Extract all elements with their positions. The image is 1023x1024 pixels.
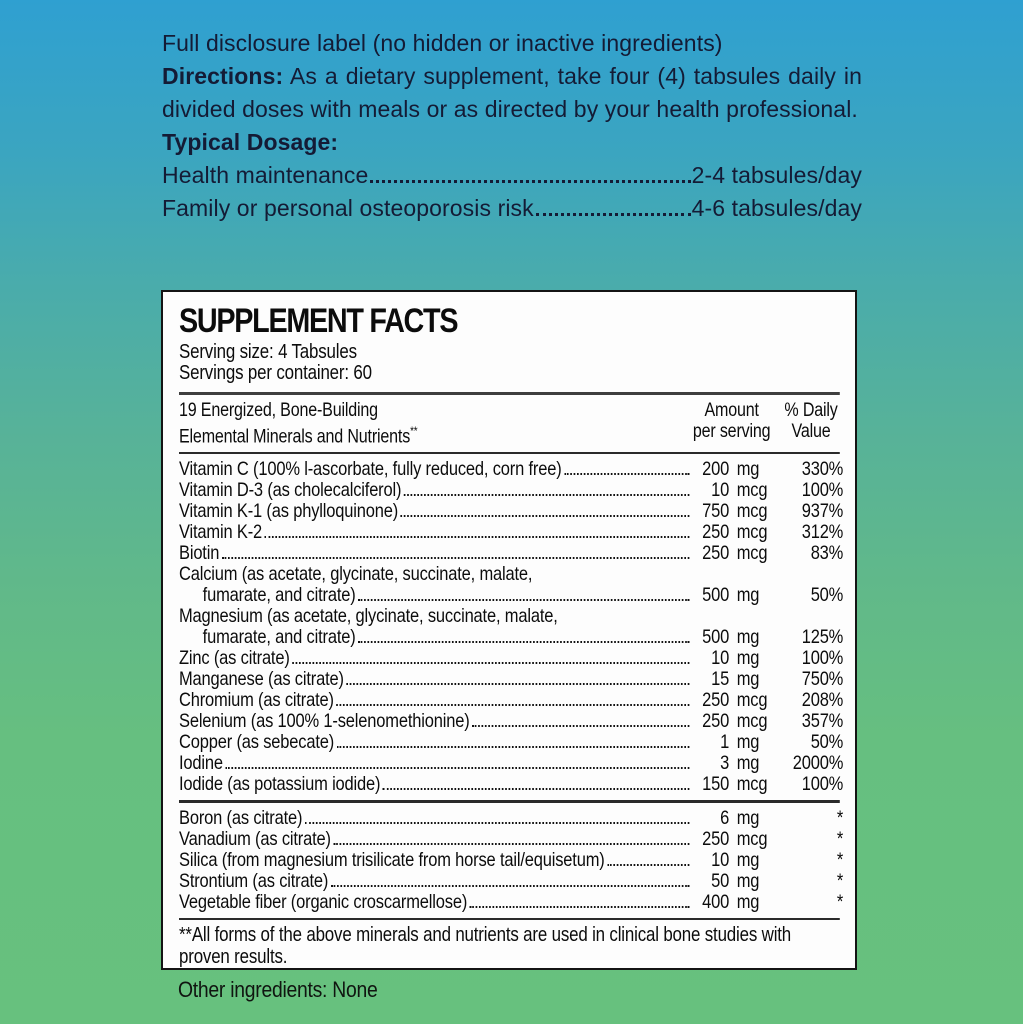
daily-value: 100% xyxy=(801,647,844,670)
amount-unit: mcg xyxy=(736,773,768,796)
amount-unit: mg xyxy=(736,647,760,670)
serving-size: Serving size: 4 Tabsules xyxy=(179,341,357,363)
daily-value: * xyxy=(836,828,844,851)
intro-text-block xyxy=(162,27,862,225)
amount-value: 200 xyxy=(702,458,730,481)
amount-value: 15 xyxy=(711,668,730,691)
dot-leader xyxy=(346,683,689,685)
dot-leader xyxy=(404,494,690,496)
table-row xyxy=(179,850,843,871)
amount-value: 6 xyxy=(720,807,730,830)
daily-value: 100% xyxy=(801,479,844,502)
table-row xyxy=(179,774,843,795)
dot-leader xyxy=(337,746,690,748)
ingredient-name: Biotin xyxy=(179,542,220,565)
table-row xyxy=(179,690,843,711)
ingredient-name: Strontium (as citrate) xyxy=(179,870,329,893)
dot-leader xyxy=(333,843,689,845)
amount-unit: mg xyxy=(736,891,760,914)
table-header-daily-value xyxy=(779,400,843,447)
table-row xyxy=(179,669,843,690)
daily-value: 357% xyxy=(801,710,844,733)
directions-label: Directions: xyxy=(162,63,284,89)
header-left-superscript: ** xyxy=(410,425,418,438)
daily-value: 2000% xyxy=(792,752,844,775)
amount-value: 3 xyxy=(720,752,730,775)
dosage-label: Family or personal osteoporosis risk xyxy=(162,195,534,221)
amount-value: 750 xyxy=(702,500,730,523)
ingredient-name: Manganese (as citrate) xyxy=(179,668,344,691)
daily-value: 208% xyxy=(801,689,844,712)
directions-paragraph xyxy=(162,60,862,126)
amount-unit: mcg xyxy=(736,542,768,565)
table-row xyxy=(179,808,843,829)
dosage-label: Health maintenance xyxy=(162,162,369,188)
header-dv-line1: % Daily xyxy=(784,400,838,421)
daily-value: * xyxy=(836,849,844,872)
divider-rule xyxy=(179,392,840,395)
amount-value: 10 xyxy=(711,849,730,872)
ingredient-name: Vitamin K-1 (as phylloquinone) xyxy=(179,500,399,523)
amount-value: 10 xyxy=(711,647,730,670)
table-row xyxy=(179,543,843,564)
table-row xyxy=(179,585,843,606)
table-row xyxy=(179,753,843,774)
daily-value: 937% xyxy=(801,500,844,523)
amount-unit: mg xyxy=(736,668,760,691)
panel-title: SUPPLEMENT FACTS xyxy=(179,302,458,340)
dot-leader xyxy=(331,885,690,887)
table-row xyxy=(179,711,843,732)
amount-value: 250 xyxy=(702,828,730,851)
dot-leader xyxy=(536,213,691,216)
dot-leader xyxy=(370,180,690,183)
main-ingredient-table xyxy=(179,459,843,795)
divider-rule xyxy=(179,452,840,454)
table-row xyxy=(179,459,843,480)
typical-dosage-label: Typical Dosage: xyxy=(162,129,339,155)
dot-leader xyxy=(225,767,689,769)
amount-value: 500 xyxy=(702,584,730,607)
amount-unit: mg xyxy=(736,626,760,649)
amount-unit: mg xyxy=(736,870,760,893)
ingredient-name: Iodine xyxy=(179,752,223,775)
daily-value: * xyxy=(836,807,844,830)
amount-value: 250 xyxy=(702,542,730,565)
amount-unit: mg xyxy=(736,731,760,754)
dosage-row xyxy=(162,192,862,225)
dosage-row xyxy=(162,159,862,192)
footnotes xyxy=(179,925,825,970)
ingredient-name: Iodide (as potassium iodide) xyxy=(179,773,381,796)
daily-value: 330% xyxy=(801,458,844,481)
amount-value: 250 xyxy=(702,521,730,544)
dot-leader xyxy=(564,473,689,475)
table-row xyxy=(179,732,843,753)
dot-leader xyxy=(470,906,690,908)
ingredient-name: Chromium (as citrate) xyxy=(179,689,334,712)
dot-leader xyxy=(607,864,689,866)
divider-rule xyxy=(179,918,840,920)
directions-text: As a dietary supplement, take four (4) tabsules daily in divided doses with meals or as directed by your health professional. xyxy=(162,63,862,122)
ingredient-name: Vitamin C (100% l-ascorbate, fully reduced, corn free) xyxy=(179,458,562,481)
ingredient-name-line1: Magnesium (as acetate, glycinate, succinate, malate, xyxy=(179,605,558,628)
table-header xyxy=(179,400,843,447)
table-row xyxy=(179,648,843,669)
typical-dosage-heading xyxy=(162,126,862,159)
header-amount-line1: Amount xyxy=(704,400,759,421)
dosage-value: 2-4 tabsules/day xyxy=(691,162,862,188)
daily-value: 100% xyxy=(801,773,844,796)
daily-value: 50% xyxy=(810,731,844,754)
table-header-left xyxy=(179,400,684,447)
amount-unit: mg xyxy=(736,849,760,872)
daily-value: 83% xyxy=(810,542,844,565)
ingredient-name-line1: Calcium (as acetate, glycinate, succinate, malate, xyxy=(179,563,533,586)
amount-unit: mcg xyxy=(736,689,768,712)
dot-leader xyxy=(305,822,690,824)
servings-per-container: Servings per container: 60 xyxy=(179,362,372,384)
secondary-ingredient-table xyxy=(179,808,843,913)
amount-value: 10 xyxy=(711,479,730,502)
ingredient-name: fumarate, and citrate) xyxy=(202,584,356,607)
footnote: **All forms of the above minerals and nutrients are used in clinical bone studies with proven results. xyxy=(179,924,792,968)
amount-unit: mcg xyxy=(736,521,768,544)
dot-leader xyxy=(383,788,689,790)
ingredient-name: Vanadium (as citrate) xyxy=(179,828,331,851)
table-row xyxy=(179,522,843,543)
header-left-line1: 19 Energized, Bone-Building xyxy=(179,400,378,421)
dosage-value: 4-6 tabsules/day xyxy=(691,195,862,221)
table-row xyxy=(179,892,843,913)
dot-leader xyxy=(358,641,689,643)
dot-leader xyxy=(292,662,689,664)
header-dv-line2: Value xyxy=(791,421,831,442)
daily-value: 50% xyxy=(810,584,844,607)
ingredient-name: Vitamin D-3 (as cholecalciferol) xyxy=(179,479,402,502)
table-row xyxy=(179,829,843,850)
amount-unit: mcg xyxy=(736,710,768,733)
daily-value: * xyxy=(836,870,844,893)
amount-value: 500 xyxy=(702,626,730,649)
table-row xyxy=(179,480,843,501)
dot-leader xyxy=(401,515,690,517)
full-disclosure-line xyxy=(162,27,862,60)
header-left-line2: Elemental Minerals and Nutrients** xyxy=(179,425,418,448)
dot-leader xyxy=(222,557,690,559)
amount-value: 1 xyxy=(720,731,730,754)
table-row xyxy=(179,627,843,648)
daily-value: 750% xyxy=(801,668,844,691)
amount-unit: mcg xyxy=(736,479,768,502)
amount-unit: mcg xyxy=(736,828,768,851)
daily-value: * xyxy=(836,891,844,914)
amount-value: 250 xyxy=(702,689,730,712)
dot-leader xyxy=(358,599,689,601)
ingredient-name: Copper (as sebecate) xyxy=(179,731,335,754)
dot-leader xyxy=(472,725,689,727)
amount-value: 400 xyxy=(702,891,730,914)
daily-value: 312% xyxy=(801,521,844,544)
table-row xyxy=(179,501,843,522)
supplement-facts-panel xyxy=(161,290,857,970)
ingredient-name: Selenium (as 100% 1-selenomethionine) xyxy=(179,710,470,733)
ingredient-name: Zinc (as citrate) xyxy=(179,647,290,670)
amount-unit: mg xyxy=(736,458,760,481)
full-disclosure-text: Full disclosure label (no hidden or inactive ingredients) xyxy=(162,30,723,56)
amount-unit: mg xyxy=(736,807,760,830)
table-row xyxy=(179,871,843,892)
dot-leader xyxy=(336,704,689,706)
amount-value: 50 xyxy=(711,870,730,893)
ingredient-name: Silica (from magnesium trisilicate from horse tail/equisetum) xyxy=(179,849,605,872)
divider-rule xyxy=(179,800,840,803)
other-ingredients: Other ingredients: None xyxy=(178,977,378,1002)
amount-value: 250 xyxy=(702,710,730,733)
ingredient-name: Boron (as citrate) xyxy=(179,807,303,830)
footnote xyxy=(179,968,825,970)
header-amount-line2: per serving xyxy=(692,421,771,442)
ingredient-name: fumarate, and citrate) xyxy=(202,626,356,649)
amount-unit: mcg xyxy=(736,500,768,523)
ingredient-name: Vegetable fiber (organic croscarmellose) xyxy=(179,891,468,914)
ingredient-name: Vitamin K-2 xyxy=(179,521,263,544)
amount-unit: mg xyxy=(736,752,760,775)
table-header-amount xyxy=(684,400,779,447)
amount-value: 150 xyxy=(702,773,730,796)
daily-value: 125% xyxy=(801,626,844,649)
amount-unit: mg xyxy=(736,584,760,607)
dosage-rows xyxy=(162,159,862,225)
supplement-facts-content xyxy=(179,302,843,970)
dot-leader xyxy=(265,536,690,538)
